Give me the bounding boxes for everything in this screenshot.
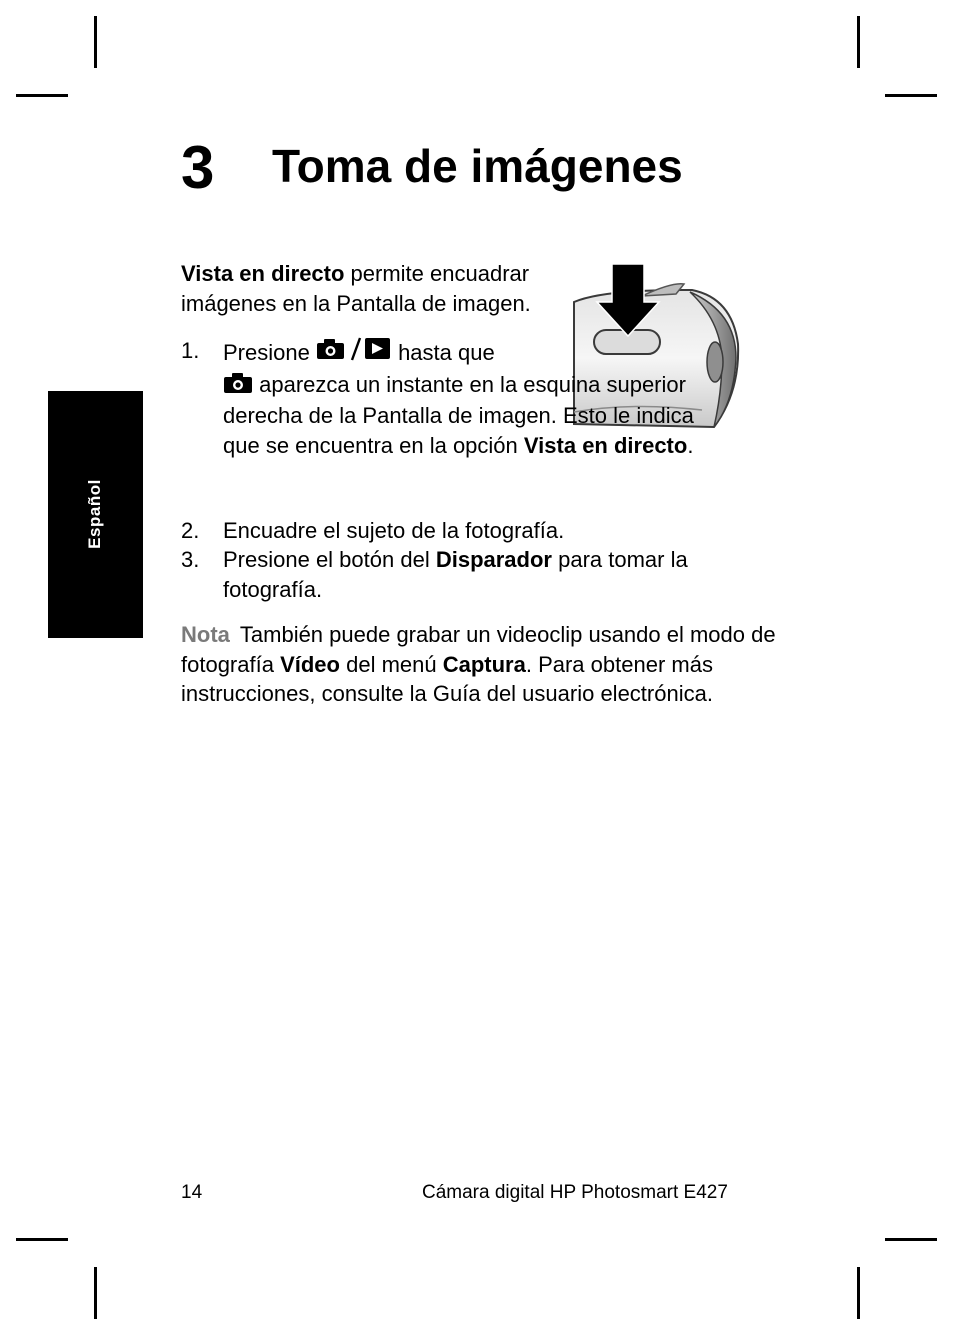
note-text-part: . Para obtener más instrucciones, consulte la Guía del usuario electrónica. [181, 651, 713, 706]
language-tab-label: Español [85, 479, 104, 549]
step-1-text [223, 336, 723, 460]
step-3-text [223, 545, 768, 604]
note-bold-term: Vídeo [280, 651, 340, 677]
crop-mark-top-right-vertical [857, 16, 860, 68]
chapter-number: 3 [181, 134, 215, 201]
crop-mark-bottom-left-vertical [94, 1267, 97, 1319]
note-text-part: del menú [339, 651, 443, 677]
camera-icon [223, 372, 253, 402]
crop-mark-top-left-horizontal [16, 94, 68, 97]
crop-mark-top-left-vertical [94, 16, 97, 68]
camera-playback-toggle-icon [316, 336, 392, 370]
step-2-number: 2. [181, 518, 200, 543]
step-1-text-part: aparezca un instante en la esquina superior derecha de la Pantalla de imagen. Esto le indica que se encuentra en la opción [223, 371, 694, 458]
step-1-bold-term: Vista en directo [523, 432, 688, 458]
crop-mark-bottom-right-vertical [857, 1267, 860, 1319]
crop-mark-top-right-horizontal [885, 94, 937, 97]
crop-mark-bottom-left-horizontal [16, 1238, 68, 1241]
footer-product-name: Cámara digital HP Photosmart E427 [422, 1182, 728, 1203]
step-3-text-part: para tomar la fotografía. [223, 547, 688, 602]
step-1-text-part: Presione [223, 340, 316, 365]
step-1-number: 1. [181, 338, 200, 363]
crop-mark-bottom-right-horizontal [885, 1238, 937, 1241]
note-label: Nota [181, 622, 230, 647]
intro-bold-term: Vista en directo [181, 261, 345, 286]
step-3-number: 3. [181, 547, 200, 572]
page-number: 14 [181, 1182, 203, 1203]
step-3-bold-term: Disparador [435, 547, 552, 572]
intro-text: permite encuadrar imágenes en la Pantalla de imagen. [181, 261, 531, 316]
chapter-title: Toma de imágenes [272, 140, 683, 192]
step-3-text-part: Presione el botón del [223, 547, 436, 572]
step-1-text-part: . [687, 432, 694, 458]
language-side-tab [48, 391, 143, 638]
intro-paragraph [181, 259, 571, 318]
note-paragraph [181, 620, 781, 709]
note-text-part: También puede grabar un videoclip usando el modo de fotografía [181, 622, 776, 677]
step-1-text-part: hasta que [391, 340, 495, 365]
note-bold-term: Captura [442, 651, 526, 677]
step-2-text: Encuadre el sujeto de la fotografía. [223, 518, 565, 543]
